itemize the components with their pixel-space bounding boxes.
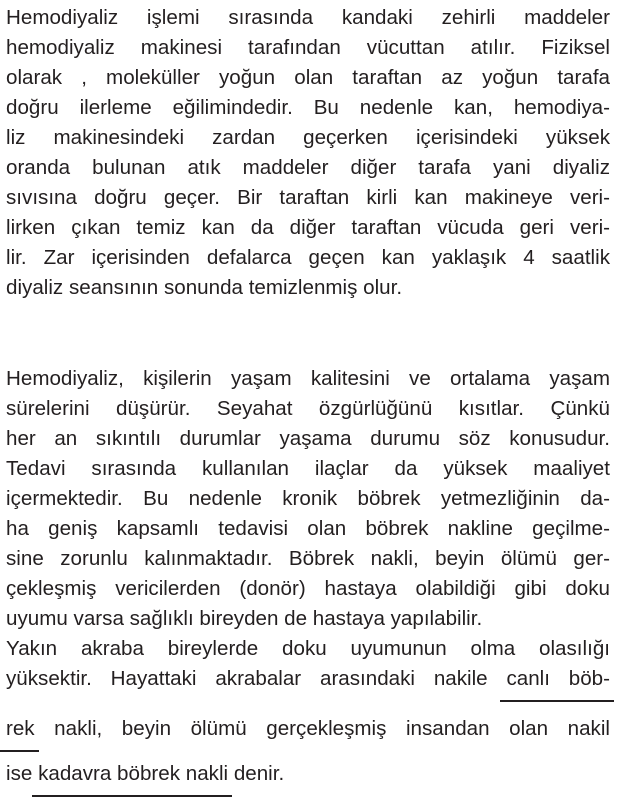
line-text: ise [6,762,39,785]
paragraph-2-line: her an sıkıntılı durumlar yaşama durumu söz konusudur. [6,427,610,450]
paragraph-2-line: Yakın akraba bireylerde doku uyumunun olma olasılığı [6,637,610,660]
paragraph-1-line: hemodiyaliz makinesi tarafından vücuttan atılır. Fiziksel [6,36,610,59]
line-text: denir. [228,762,285,785]
line-text: yüksektir. Hayattaki akrabalar arasındaki nakile [6,667,507,690]
paragraph-2-line: içermektedir. Bu nedenle kronik böbrek yetmezliğinin da- [6,487,610,510]
underlined-term-kadavra-bobrek-nakli: kadavra böbrek nakli [38,762,229,785]
paragraph-1-line: Hemodiyaliz işlemi sırasında kandaki zehirli maddeler [6,6,610,29]
paragraph-2-line: Tedavi sırasında kullanılan ilaçlar da yüksek maaliyet [6,457,610,480]
paragraph-1-line: lir. Zar içerisinden defalarca geçen kan yaklaşık 4 saatlik [6,246,610,269]
paragraph-2-line [6,669,610,690]
paragraph-1-line: lirken çıkan temiz kan da diğer taraftan vücuda geri veri- [6,216,610,239]
paragraph-2-line: sine zorunlu kalınmaktadır. Böbrek nakli, beyin ölümü ger- [6,547,610,570]
underlined-term-canli-bobrek-continued: rek [6,717,35,740]
paragraph-1-line: oranda bulunan atık maddeler diğer tarafa yani diyaliz [6,156,610,179]
paragraph-2-line: sürelerini düşürür. Seyahat özgürlüğünü kısıtlar. Çünkü [6,397,610,420]
line-text: nakli, beyin ölümü gerçekleşmiş insandan olan nakil [34,717,610,740]
paragraph-1-line: diyaliz seansının sonunda temizlenmiş olur. [6,276,403,299]
paragraph-2-line: ha geniş kapsamlı tedavisi olan böbrek nakline geçilme- [6,517,610,540]
underlined-term-canli-bobrek: canlı böb- [506,667,610,690]
paragraph-1-line: olarak , moleküller yoğun olan taraftan az yoğun tarafa [6,66,610,89]
paragraph-2-line [6,764,610,785]
paragraph-2-line: Hemodiyaliz, kişilerin yaşam kalitesini ve ortalama yaşam [6,367,610,390]
paragraph-1-line: sıvısına doğru geçer. Bir taraftan kirli kan makineye veri- [6,186,610,209]
paragraph-2-line: çekleşmiş vericilerden (donör) hastaya olabildiği gibi doku [6,577,610,600]
paragraph-1-line: liz makinesindeki zardan geçerken içerisindeki yüksek [6,126,610,149]
paragraph-1-line: doğru ilerleme eğilimindedir. Bu nedenle kan, hemodiya- [6,96,610,119]
paragraph-2-line [6,719,610,740]
paragraph-2-line: uyumu varsa sağlıklı bireyden de hastaya yapılabilir. [6,607,483,630]
